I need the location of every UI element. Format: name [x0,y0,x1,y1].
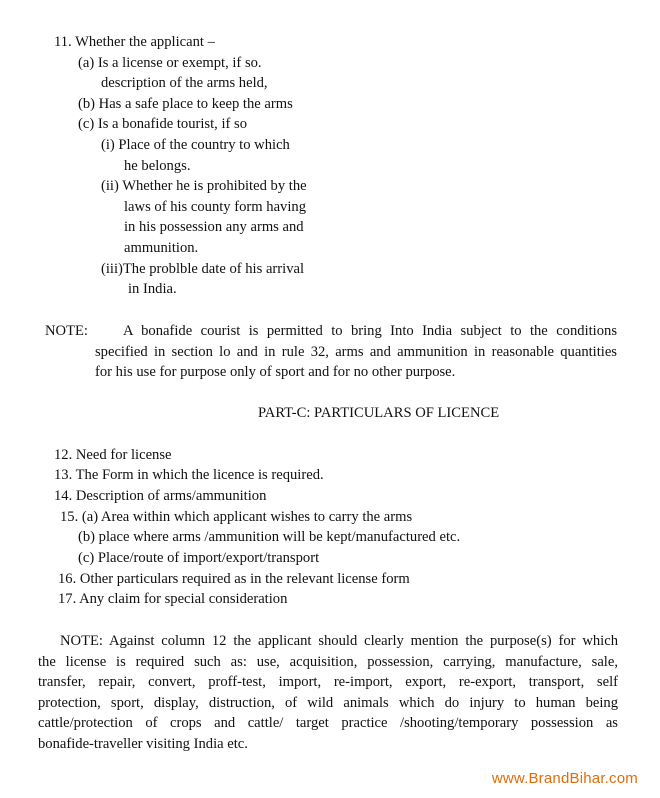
note2-line2: the license is required such as: use, acquisition, possession, carrying, manufacture, sale, [38,653,618,670]
note1-body [95,321,617,383]
item-15c: (c) Place/route of import/export/transport [78,550,320,566]
note2-body [38,631,618,755]
note1-line3: for his use for purpose only of sport and for no other purpose. [95,364,456,381]
item-12: 12. Need for license [54,447,172,463]
brand-watermark[interactable]: www.BrandBihar.com [491,770,638,787]
note2-line3: transfer, repair, convert, proff-test, import, re-import, export, re-export, transport, self [38,674,618,691]
item-11c-ii-line1: (ii) Whether he is prohibited by the [101,178,307,194]
item-11a-line1: (a) Is a license or exempt, if so. [78,55,262,71]
item-11b: (b) Has a safe place to keep the arms [78,96,293,112]
item-11c-iii-line1: (iii)The problble date of his arrival [101,261,305,277]
note2-line1: NOTE: Against column 12 the applicant should clearly mention the purpose(s) for which [60,633,618,649]
item-11c-ii-line2: laws of his county form having [124,199,306,215]
item-11c-ii-line4: ammunition. [124,240,199,256]
item-11c-i-line2: he belongs. [124,158,191,174]
item-11c: (c) Is a bonafide tourist, if so [78,116,247,132]
item-11c-iii-line2: in India. [128,281,177,297]
note2-line5: cattle/protection of crops and cattle/ target practice /shooting/temporary possession as [38,715,618,732]
item-15a: 15. (a) Area within which applicant wishes to carry the arms [60,509,413,525]
item-11c-i-line1: (i) Place of the country to which [101,137,290,153]
item-11-title: 11. Whether the applicant – [54,34,215,50]
item-13: 13. The Form in which the licence is required. [54,467,324,483]
note2-line4: protection, sport, display, distruction, of wild animals which do injury to human being [38,694,618,711]
item-11a-line2: description of the arms held, [101,75,268,91]
item-15b: (b) place where arms /ammunition will be kept/manufactured etc. [78,529,461,545]
item-17: 17. Any claim for special consideration [58,591,288,607]
item-14: 14. Description of arms/ammunition [54,488,267,504]
item-11c-ii-line3: in his possession any arms and [124,219,304,235]
part-c-heading: PART-C: PARTICULARS OF LICENCE [258,405,500,421]
note1-line1: A bonafide courist is permitted to bring Into India subject to the conditions [123,323,617,339]
note1-label: NOTE: [45,323,88,339]
note2-line6: bonafide-traveller visiting India etc. [38,735,248,752]
item-16: 16. Other particulars required as in the relevant license form [58,571,410,587]
note1-line2: specified in section lo and in rule 32, arms and ammunition in reasonable quantities [95,343,617,360]
